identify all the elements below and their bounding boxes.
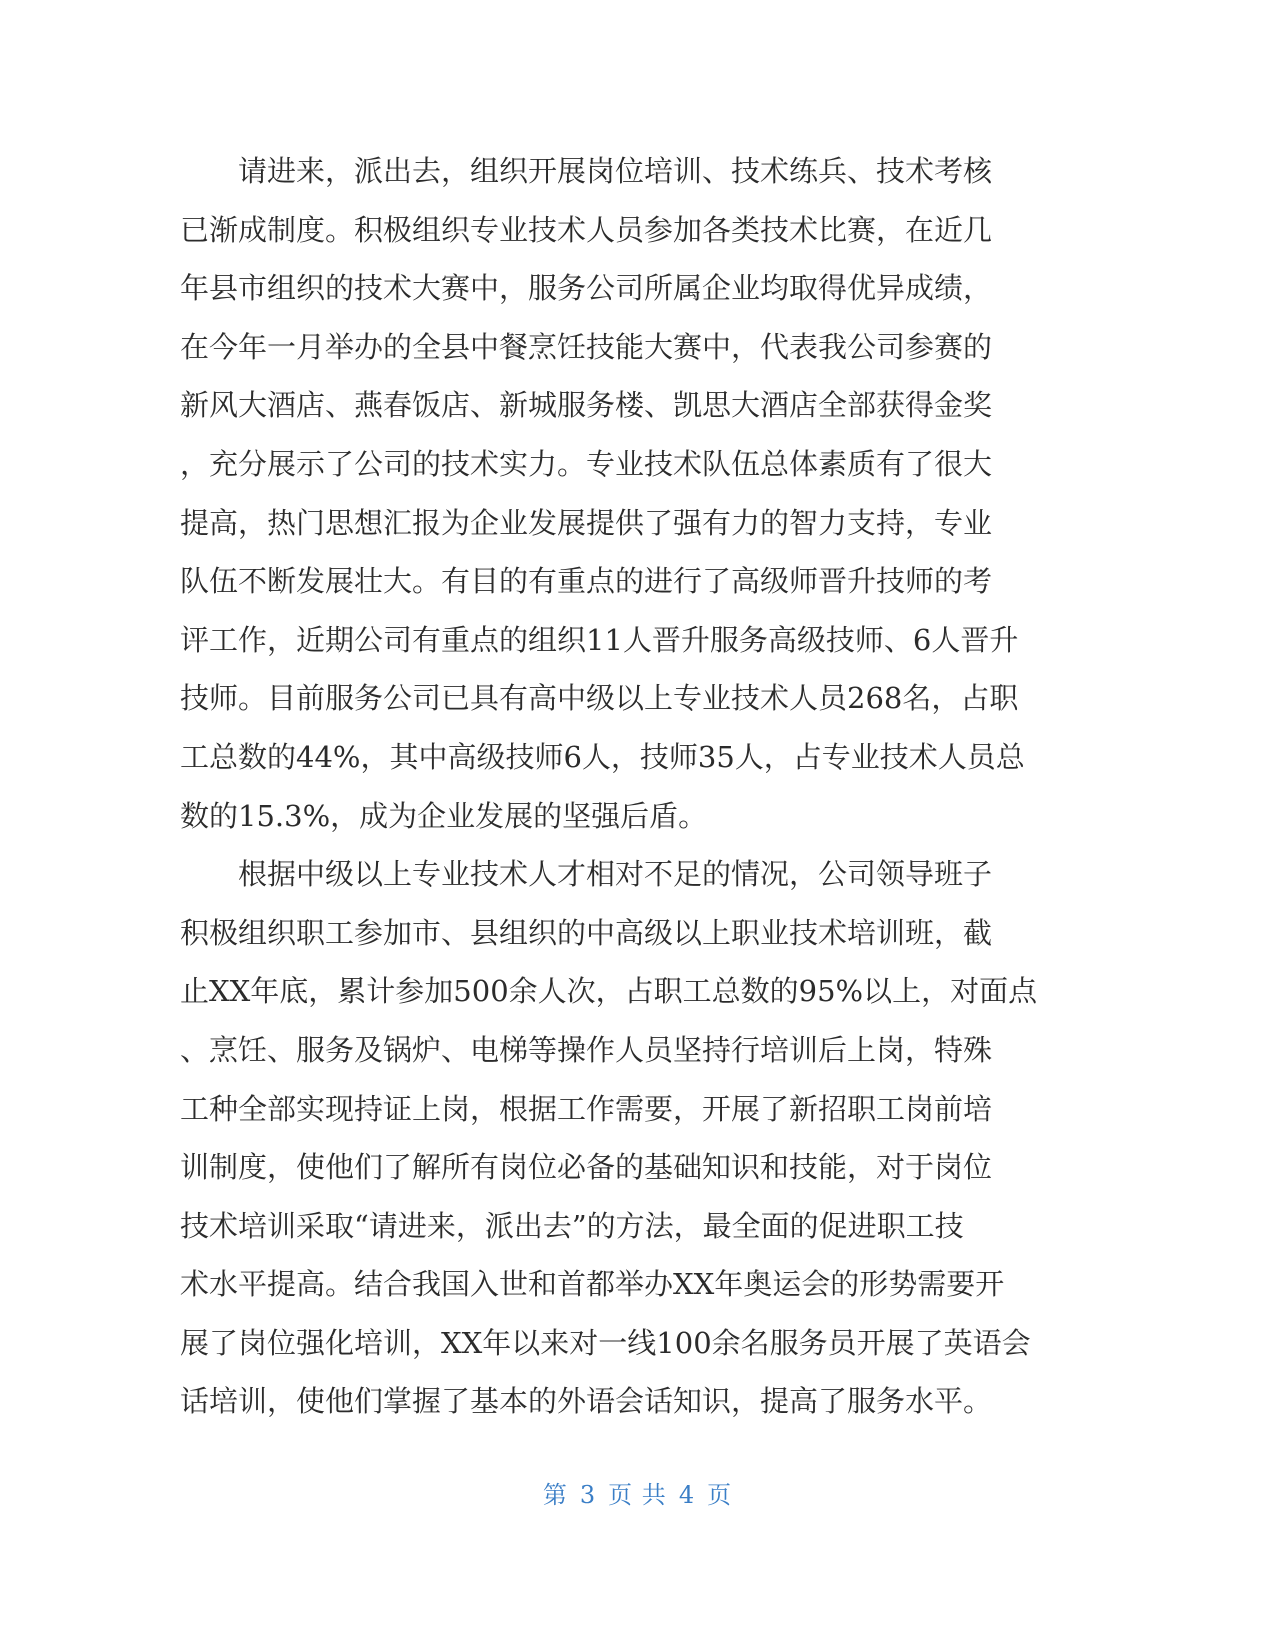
text-line: 在今年一月举办的全县中餐烹饪技能大赛中，代表我公司参赛的 [180,329,993,364]
paragraph [180,845,1040,1431]
text-line: 工种全部实现持证上岗，根据工作需要，开展了新招职工岗前培 [180,1091,993,1126]
page-number-footer [0,1475,1275,1510]
paragraph [180,142,1040,845]
text-line: 技师。目前服务公司已具有高中级以上专业技术人员268名，占职 [180,681,1019,716]
text-line: 请进来，派出去，组织开展岗位培训、技术练兵、技术考核 [180,154,993,188]
text-line: 根据中级以上专业技术人才相对不足的情况，公司领导班子 [180,857,993,892]
footer-suffix: 页 [707,1481,733,1509]
text-line: 数的15.3%，成为企业发展的坚强后盾。 [180,798,708,833]
text-line: 术水平提高。结合我国入世和首都举办XX年奥运会的形势需要开 [180,1267,1005,1302]
text-line: 话培训，使他们掌握了基本的外语会话知识，提高了服务水平。 [180,1384,993,1419]
footer-prefix: 第 [542,1481,568,1509]
text-line: 提高，热门思想汇报为企业发展提供了强有力的智力支持，专业 [180,505,993,540]
text-line: 工总数的44%，其中高级技师6人，技师35人，占专业技术人员总 [180,739,1025,774]
text-line: 已渐成制度。积极组织专业技术人员参加各类技术比赛，在近几 [180,212,993,247]
text-line: 展了岗位强化培训，XX年以来对一线100余名服务员开展了英语会 [180,1325,1031,1360]
text-line: 队伍不断发展壮大。有目的有重点的进行了高级师晋升技师的考 [180,564,993,599]
text-line: 评工作，近期公司有重点的组织11人晋升服务高级技师、6人晋升 [180,622,1019,657]
text-line: 年县市组织的技术大赛中，服务公司所属企业均取得优异成绩， [180,271,993,306]
text-line: 训制度，使他们了解所有岗位必备的基础知识和技能，对于岗位 [180,1150,993,1185]
document-body [180,142,1040,1431]
text-line: ，充分展示了公司的技术实力。专业技术队伍总体素质有了很大 [180,446,993,481]
text-line: 、烹饪、服务及锅炉、电梯等操作人员坚持行培训后上岗，特殊 [180,1032,993,1067]
text-line: 积极组织职工参加市、县组织的中高级以上职业技术培训班，截 [180,915,993,950]
current-page-number: 3 [579,1481,597,1509]
footer-middle: 页 共 [608,1481,667,1509]
text-line: 止XX年底，累计参加500余人次，占职工总数的95%以上，对面点 [180,974,1038,1009]
text-line: 新风大酒店、燕春饭店、新城服务楼、凯思大酒店全部获得金奖 [180,388,993,423]
total-page-number: 4 [678,1481,696,1509]
text-line: 技术培训采取“请进来，派出去”的方法，最全面的促进职工技 [180,1208,964,1243]
